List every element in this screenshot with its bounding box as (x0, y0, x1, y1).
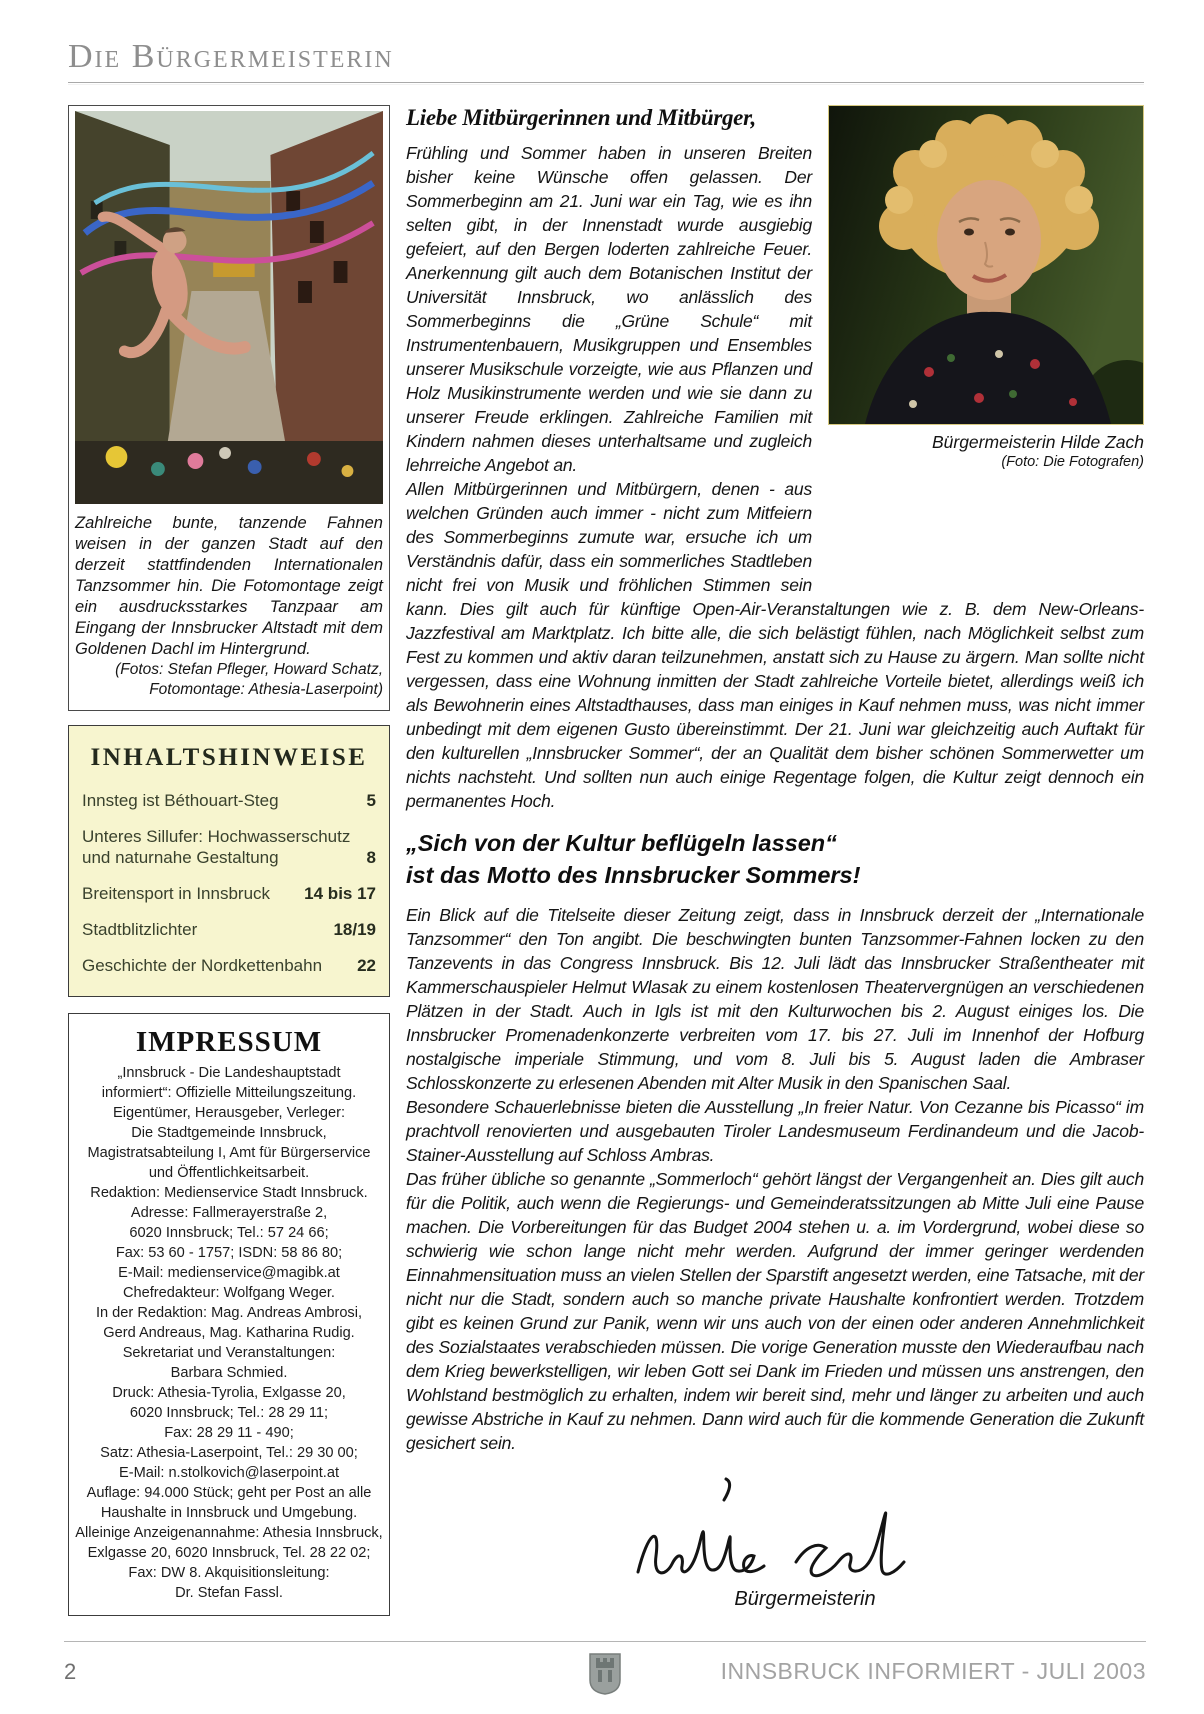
contents-title: INHALTSHINWEISE (90, 744, 368, 771)
contents-item (82, 790, 376, 811)
impressum-line: E-Mail: n.stolkovich@laserpoint.at (118, 1465, 340, 1481)
letter-paragraph-5: Das früher übliche so genannte „Sommerloch“ gehört längst der Vergangenheit an. Dies gilt auch für die Politik, auch wenn die Regierungs- und Gemeinderatssitzungen ab Mitte Juli eine Pause machen. Die Vorbereitungen für das Budget 2004 stehen u. a. im Vordergrund, wobei diese so schwierig wie schon lange nicht mehr werden. Aufgrund der immer geringer werdenden Einnahmensituation muss an vielen Stellen der Sparstift angesetzt werden, eine Tatsache, mit der nicht nur die Stadt, sondern auch so manche private Haushalte konfrontiert werden. Trotzdem gibt es keinen Grund zur Panik, wenn wir uns auch von der einen oder anderen Annehmlichkeit des Sozialstaates verabschieden müssen. Die vorige Generation musste den Wiederaufbau nach dem Krieg bewerkstelligen, wir leben Gott sei Dank im Frieden und müssen uns anstrengen, den Wohlstand bestmöglich zu erhalten, indem wir bereit sind, mehr und länger zu arbeiten und auch gewisse Abstriche in Kauf zu nehmen. Dann wird auch für die kommende Generation die Zukunft gesichert sein. (406, 1169, 1144, 1453)
impressum-line: Satz: Athesia-Laserpoint, Tel.: 29 30 00; (100, 1445, 358, 1461)
contents-item (82, 883, 376, 904)
impressum-line: Alleinige Anzeigenannahme: Athesia Innsbruck, (75, 1525, 383, 1541)
dance-photo-credit-line2: Fotomontage: Athesia-Laserpoint) (149, 681, 383, 698)
impressum-line: Haushalte in Innsbruck und Umgebung. (100, 1505, 358, 1521)
left-column (68, 105, 390, 1616)
impressum-line: Fax: 53 60 - 1757; ISDN: 58 86 80; (115, 1245, 343, 1261)
contents-item-label: Innsteg ist Béthouart-Steg (82, 791, 279, 810)
footer-issue-title: INNSBRUCK INFORMIERT - JULI 2003 (720, 1658, 1146, 1684)
impressum-line: Die Stadtgemeinde Innsbruck, (131, 1125, 327, 1141)
impressum-line: In der Redaktion: Mag. Andreas Ambrosi, (95, 1305, 363, 1321)
masthead-divider (68, 82, 1144, 83)
contents-item-label: Breitensport in Innsbruck (82, 884, 271, 903)
innsbruck-crest-icon (588, 1652, 622, 1701)
letter-subheading-line1: „Sich von der Kultur beflügeln lassen“ (406, 830, 837, 856)
impressum-line: Dr. Stefan Fassl. (175, 1585, 283, 1601)
portrait-credit: (Foto: Die Fotografen) (1001, 454, 1144, 470)
contents-item (82, 955, 376, 976)
signature-role: Bürgermeisterin (734, 1588, 876, 1610)
contents-box (68, 725, 390, 997)
letter-subheading-line2: ist das Motto des Innsbrucker Sommers! (406, 862, 861, 888)
impressum-line: Fax: 28 29 11 - 490; (164, 1425, 294, 1441)
contents-item-page: 14 bis 17 (304, 884, 376, 903)
impressum-line: Barbara Schmied. (170, 1365, 288, 1381)
contents-item-label: Geschichte der Nordkettenbahn (82, 956, 323, 975)
footer-page-number: 2 (64, 1658, 77, 1684)
letter-paragraph-4: Besondere Schauerlebnisse bieten die Ausstellung „In freier Natur. Von Cezanne bis Picasso“ im prachtvoll renovierten und ausgebauten Tiroler Landesmuseum Ferdinandeum und die Jacob-Stainer-Ausstellung auf Schloss Ambras. (406, 1097, 1144, 1165)
impressum-line: Druck: Athesia-Tyrolia, Exlgasse 20, (112, 1385, 346, 1401)
dance-photo-box (68, 105, 390, 711)
contents-item (82, 826, 376, 868)
letter-subheading (406, 827, 1144, 891)
contents-item-page: 8 (366, 848, 376, 867)
contents-item-label: Unteres Sillufer: Hochwasserschutz und naturnahe Gestaltung (82, 827, 351, 867)
letter-paragraph-2: Allen Mitbürgerinnen und Mitbürgern, denen - aus welchen Gründen auch immer - nicht zum Mitfeiern des Sommerbeginns zumute war, ersuche ich um Verständnis dafür, dass ein sommerliches Stadtleben nicht frei von Musik und fröhlichen Stimmen sein kann. Dies gilt auch für künftige Open-Air-Veranstaltungen wie z. B. dem New-Orleans-Jazzfestival am Marktplatz. Ich bitte alle, die sich belästigt fühlen, nach Möglichkeit selbst zum Fest zu kommen und aktiv daran teilzunehmen, anstatt sich zu Hause zu ärgern. Man sollte nicht vergessen, dass eine Wohnung inmitten der Stadt zahlreiche Vorteile bietet, allerdings weiß ich als Bewohnerin eines Altstadthauses, dass man einiges in Kauf nehmen muss, was nicht immer unbedingt mit dem eigenen Gusto übereinstimmt. Der 21. Juni war gleichzeitig auch Auftakt für den kulturellen „Innsbrucker Sommer“, der an Qualität dem bisher schönen Sommerwetter um nichts nachsteht. Und sollten nun auch einige Regentage folgen, die Kultur zeigt dennoch ein permanentes Hoch. (406, 479, 1144, 811)
impressum-line: informiert“: Offizielle Mitteilungszeitung. (101, 1085, 357, 1101)
impressum-line: Adresse: Fallmerayerstraße 2, (130, 1205, 328, 1221)
impressum-line: Magistratsabteilung I, Amt für Bürgerservice (87, 1145, 371, 1161)
letter-salutation: Liebe Mitbürgerinnen und Mitbürger, (406, 105, 756, 130)
impressum-line: Redaktion: Medienservice Stadt Innsbruck. (90, 1185, 368, 1201)
contents-item-page: 5 (366, 791, 376, 810)
page-footer (64, 1641, 1146, 1685)
impressum-title: IMPRESSUM (135, 1026, 323, 1058)
impressum-line: Sekretariat und Veranstaltungen: (122, 1345, 336, 1361)
impressum-line: Fax: DW 8. Akquisitionsleitung: (128, 1565, 330, 1581)
tanzsommer-photomontage-photo (75, 111, 383, 504)
impressum-box (68, 1013, 390, 1616)
dance-photo-credit-line1: (Fotos: Stefan Pfleger, Howard Schatz, (115, 661, 383, 678)
impressum-line: Auflage: 94.000 Stück; geht per Post an alle (86, 1485, 372, 1501)
impressum-lines (73, 1063, 385, 1603)
impressum-line: Chefredakteur: Wolfgang Weger. (122, 1285, 335, 1301)
contents-item (82, 919, 376, 940)
letter-paragraph-3: Ein Blick auf die Titelseite dieser Zeitung zeigt, dass in Innsbruck derzeit der „Internationale Tanzsommer“ den Ton angibt. Die beschwingten bunten Tanzsommer-Fahnen locken zu den Tanzevents in das Congress Innsbruck. Bis 12. Juli lädt das Innsbrucker Straßentheater mit Kammerschauspieler Helmut Wlasak zu einem kostenlosen Theatervergnügen an verschiedenen Plätzen in der Stadt. Auch in Igls ist mit den Kulturwochen bis 2. August einiges los. Die Innsbrucker Promenadenkonzerte verbreiten vom 17. bis 27. Juli im Innenhof der Hofburg nostalgische imperiale Stimmung, und vom 8. Juli bis 5. August laden die Ambraser Schlosskonzerte zu erlesenen Abenden mit Alter Musik in den Spanischen Saal. (406, 905, 1144, 1093)
impressum-line: „Innsbruck - Die Landeshauptstadt (117, 1065, 341, 1081)
signature-block (610, 1474, 930, 1611)
impressum-line: E-Mail: medienservice@magibk.at (118, 1265, 340, 1281)
contents-item-page: 22 (357, 956, 376, 975)
impressum-line: Exlgasse 20, 6020 Innsbruck, Tel. 28 22 02; (87, 1545, 371, 1561)
contents-item-label: Stadtblitzlichter (82, 920, 198, 939)
impressum-line: 6020 Innsbruck; Tel.: 57 24 66; (129, 1225, 329, 1241)
impressum-line: Gerd Andreaus, Mag. Katharina Rudig. (103, 1325, 355, 1341)
letter-paragraph-1: Frühling und Sommer haben in unseren Breiten bisher keine Wünsche offen gelassen. Der Sommerbeginn am 21. Juni war ein Tag, wie es ihn selten gibt, in der Innenstadt wurde ausgiebig gefeiert, auf den Bergen loderten zahlreiche Feuer. Anerkennung gilt auch dem Botanischen Institut der Universität Innsbruck, wo anlässlich des Sommerbeginns die „Grüne Schule“ mit Instrumentenbauern, Musikgruppen und Ensembles unserer Musikschule vorzeigte, wie aus Pflanzen und Holz Musikinstrumente werden und wie sie dann zu unserer Freude erklingen. Zahlreiche Familien mit Kindern nahmen dieses unterhaltsame und zugleich lehrreiche Angebot an. (406, 143, 812, 475)
impressum-line: und Öffentlichkeitsarbeit. (148, 1165, 310, 1181)
mayor-letter (406, 105, 1144, 1616)
contents-item-page: 18/19 (333, 920, 376, 939)
hilde-zach-portrait-photo (828, 105, 1144, 425)
dance-photo-caption: Zahlreiche bunte, tanzende Fahnen weisen in der ganzen Stadt auf den derzeit stattfindenden Internationalen Tanzsommer hin. Die Fotomontage zeigt ein ausdrucksstarkes Tanzpaar am Eingang der Innsbrucker Altstadt mit dem Goldenen Dachl im Hintergrund. (75, 514, 383, 658)
impressum-line: 6020 Innsbruck; Tel.: 28 29 11; (129, 1405, 329, 1421)
portrait-figure (828, 105, 1144, 471)
impressum-line: Eigentümer, Herausgeber, Verleger: (112, 1105, 346, 1121)
page-title: Die Bürgermeisterin (68, 38, 394, 75)
hilde-zach-signature (620, 1474, 920, 1594)
portrait-caption: Bürgermeisterin Hilde Zach (931, 432, 1144, 452)
